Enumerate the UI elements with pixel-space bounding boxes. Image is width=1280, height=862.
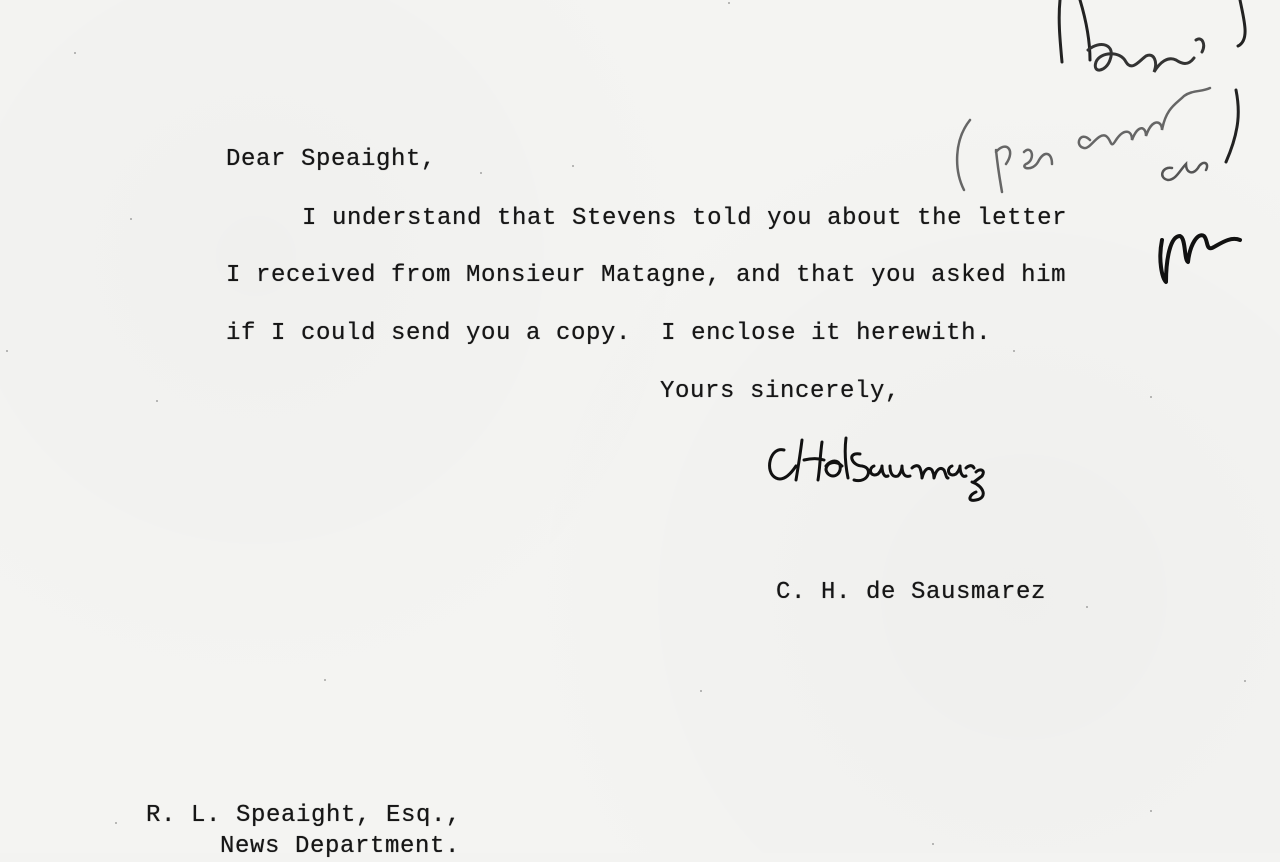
body-line-3: if I could send you a copy. I enclose it herewith. [226,320,992,347]
body-line-2: I received from Monsieur Matagne, and that you asked him [226,262,1067,289]
addressee-line-2: News Department. [220,833,461,860]
body-line-1: I understand that Stevens told you about the letter [302,205,1068,232]
margin-annotation-icon [940,0,1270,300]
salutation: Dear Speaight, [226,146,437,173]
closing: Yours sincerely, [660,378,901,405]
addressee-line-1: R. L. Speaight, Esq., [146,802,462,829]
signer-name: C. H. de Sausmarez [776,579,1047,606]
signature-icon [762,432,992,512]
